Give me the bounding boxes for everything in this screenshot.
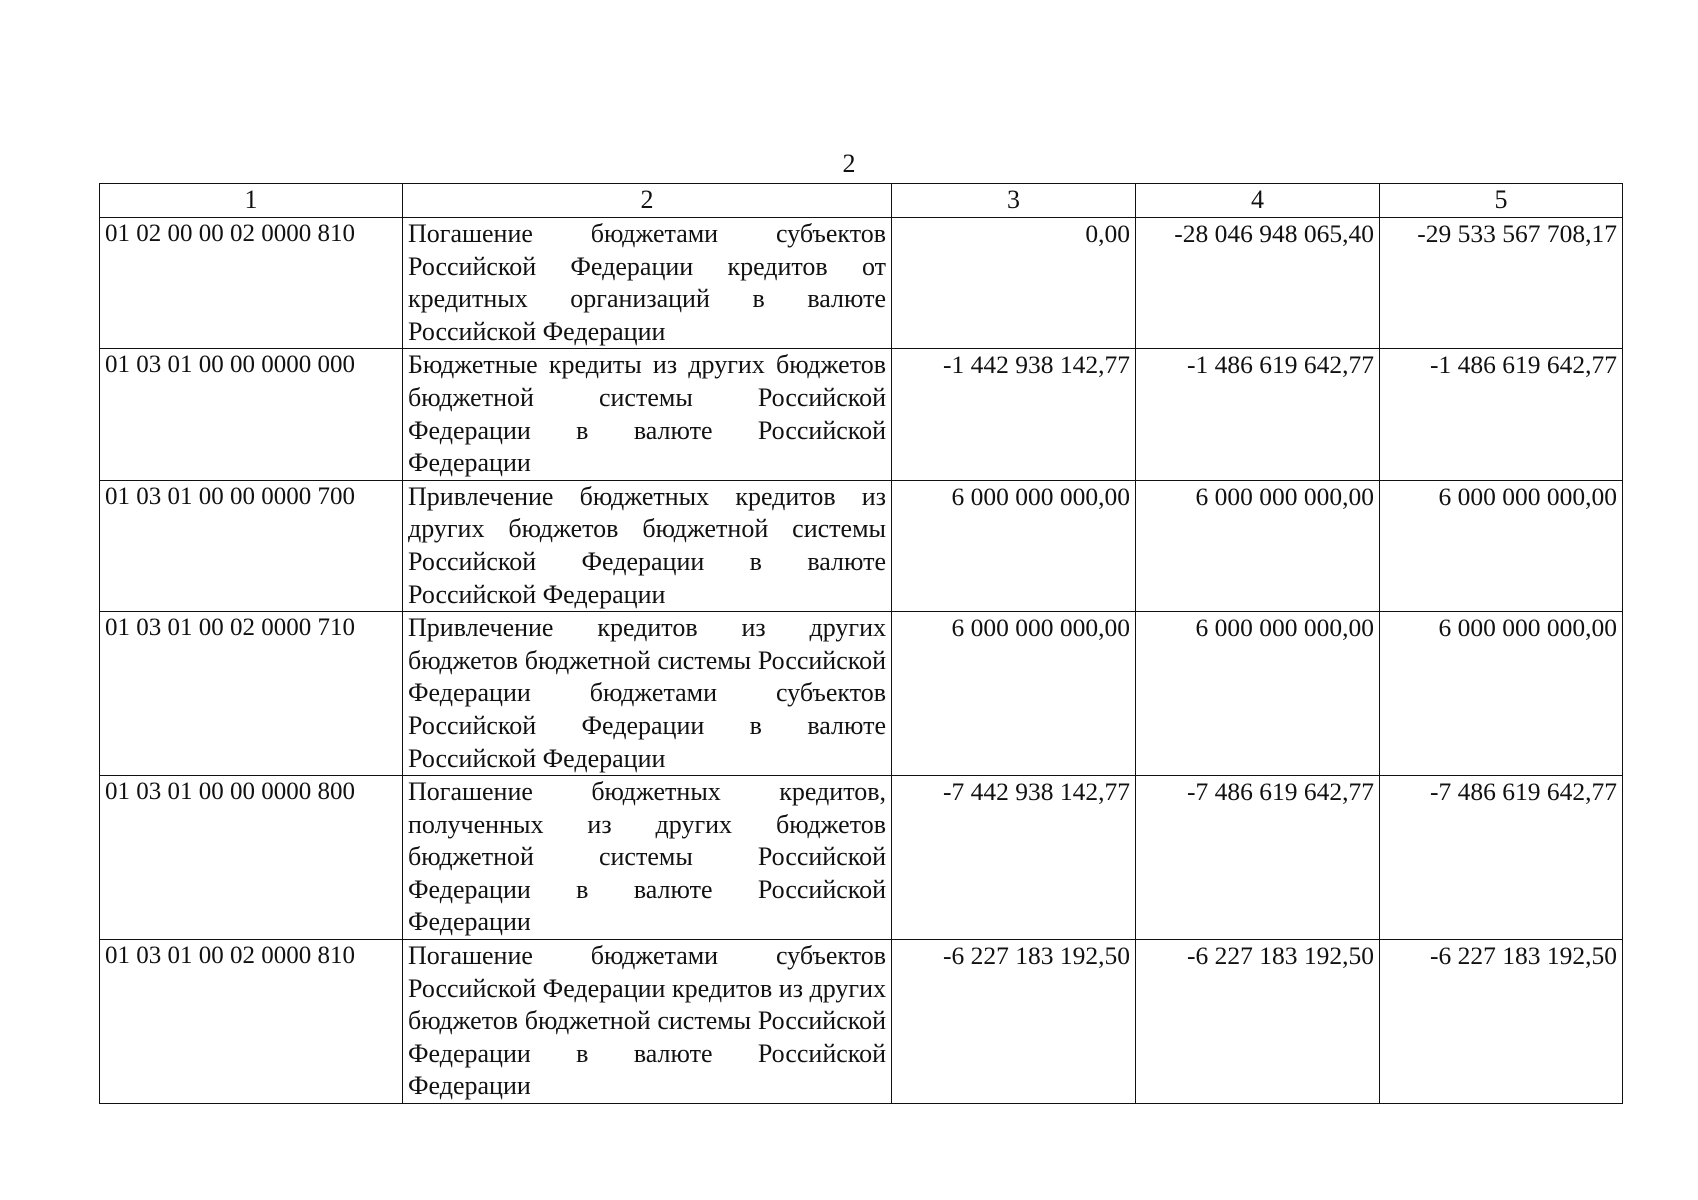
amount-col3: -6 227 183 192,50 <box>892 940 1136 1104</box>
budget-item-name: Привлечение бюджетных кредитов из других бюджетов бюджетной системы Российской Федерации в валюте Российской Федерации <box>403 480 892 611</box>
budget-code: 01 02 00 00 02 0000 810 <box>100 218 403 349</box>
table-row <box>100 940 1623 1104</box>
amount-col5: 6 000 000 000,00 <box>1380 612 1623 776</box>
column-header-5: 5 <box>1380 184 1623 218</box>
budget-item-name: Бюджетные кредиты из других бюджетов бюджетной системы Российской Федерации в валюте Российской Федерации <box>403 349 892 480</box>
amount-col3: -7 442 938 142,77 <box>892 776 1136 940</box>
table-row <box>100 612 1623 776</box>
amount-col4: -7 486 619 642,77 <box>1136 776 1380 940</box>
column-header-2: 2 <box>403 184 892 218</box>
amount-col4: -28 046 948 065,40 <box>1136 218 1380 349</box>
budget-code: 01 03 01 00 00 0000 800 <box>100 776 403 940</box>
table-row <box>100 349 1623 480</box>
column-header-4: 4 <box>1136 184 1380 218</box>
amount-col5: -6 227 183 192,50 <box>1380 940 1623 1104</box>
amount-col5: -1 486 619 642,77 <box>1380 349 1623 480</box>
table-row <box>100 776 1623 940</box>
amount-col4: -6 227 183 192,50 <box>1136 940 1380 1104</box>
amount-col3: 0,00 <box>892 218 1136 349</box>
amount-col4: 6 000 000 000,00 <box>1136 480 1380 611</box>
amount-col3: -1 442 938 142,77 <box>892 349 1136 480</box>
amount-col5: -7 486 619 642,77 <box>1380 776 1623 940</box>
budget-item-name: Погашение бюджетных кредитов, полученных из других бюджетов бюджетной системы Российской Федерации в валюте Российской Федерации <box>403 776 892 940</box>
budget-item-name: Привлечение кредитов из других бюджетов бюджетной системы Российской Федерации бюджетами субъектов Российской Федерации в валюте Российской Федерации <box>403 612 892 776</box>
column-header-3: 3 <box>892 184 1136 218</box>
table-row <box>100 218 1623 349</box>
budget-code: 01 03 01 00 00 0000 700 <box>100 480 403 611</box>
amount-col5: -29 533 567 708,17 <box>1380 218 1623 349</box>
budget-item-name: Погашение бюджетами субъектов Российской Федерации кредитов от кредитных организаций в валюте Российской Федерации <box>403 218 892 349</box>
column-header-1: 1 <box>100 184 403 218</box>
amount-col5: 6 000 000 000,00 <box>1380 480 1623 611</box>
budget-sources-table <box>99 183 1623 1104</box>
budget-item-name: Погашение бюджетами субъектов Российской Федерации кредитов из других бюджетов бюджетной системы Российской Федерации в валюте Российской Федерации <box>403 940 892 1104</box>
table-header-row <box>100 184 1623 218</box>
amount-col3: 6 000 000 000,00 <box>892 480 1136 611</box>
table-row <box>100 480 1623 611</box>
budget-code: 01 03 01 00 02 0000 710 <box>100 612 403 776</box>
page-number: 2 <box>842 149 856 178</box>
amount-col4: 6 000 000 000,00 <box>1136 612 1380 776</box>
amount-col3: 6 000 000 000,00 <box>892 612 1136 776</box>
amount-col4: -1 486 619 642,77 <box>1136 349 1380 480</box>
budget-code: 01 03 01 00 02 0000 810 <box>100 940 403 1104</box>
budget-code: 01 03 01 00 00 0000 000 <box>100 349 403 480</box>
